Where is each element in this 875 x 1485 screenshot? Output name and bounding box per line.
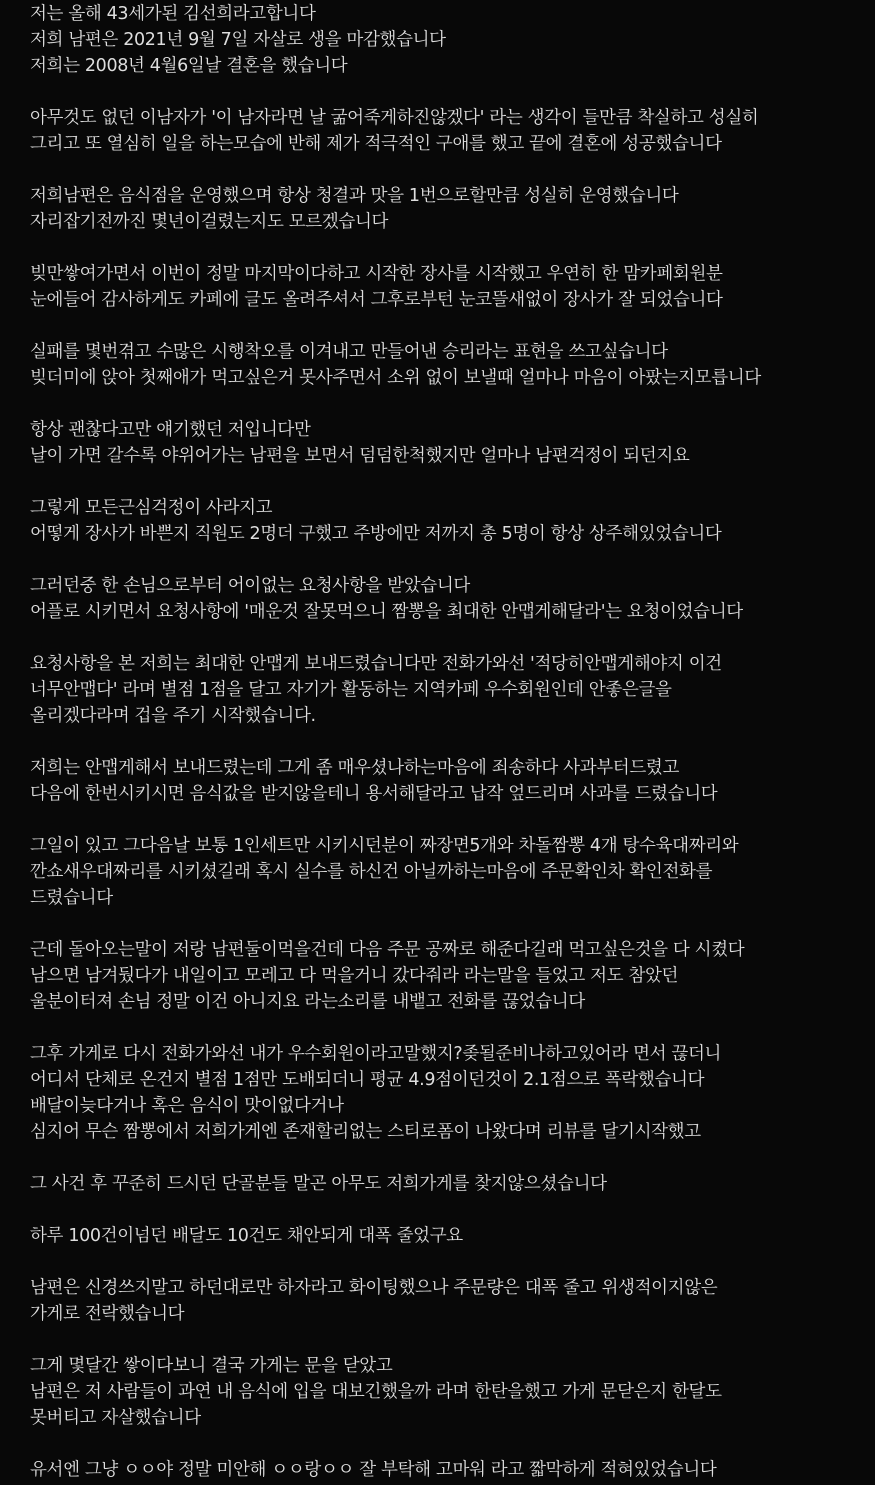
text-line: 근데 돌아오는말이 저랑 남편둘이먹을건데 다음 주문 공짜로 해준다길래 먹고싶은것을 다 시켰다 [30, 940, 745, 960]
text-line: 유서엔 그냥 ㅇㅇ야 정말 미안해 ㅇㅇ랑ㅇㅇ 잘 부탁해 고마워 라고 짧막하게 적혀있었습니다 [30, 1460, 717, 1480]
text-line: 요청사항을 본 저희는 최대한 안맵게 보내드렸습니다만 전화가와선 '적당히안맵게해야지 이건 [30, 654, 722, 674]
text-line: 저는 올해 43세가된 김선희라고합니다 [30, 4, 316, 24]
text-line: 남편은 저 사람들이 과연 내 음식에 입을 대보긴했을까 라며 한탄을했고 가게 문닫은지 한달도 [30, 1382, 722, 1402]
paragraph-phone-call [30, 937, 853, 1015]
text-line: 빚더미에 앉아 첫째애가 먹고싶은거 못사주면서 소위 없이 보낼때 얼마나 마음이 아팠는지모릅니다 [30, 368, 761, 388]
text-line: 가게로 전락했습니다 [30, 1304, 185, 1324]
text-line: 그렇게 모든근심걱정이 사라지고 [30, 498, 273, 518]
text-line: 못버티고 자살했습니다 [30, 1408, 201, 1428]
text-line: 다음에 한번시키시면 음식값을 받지않을테니 용서해달라고 납작 엎드리며 사과를 드렸습니다 [30, 784, 718, 804]
text-line: 하루 100건이넘던 배달도 10건도 채안되게 대폭 줄었구요 [30, 1226, 463, 1246]
text-line: 그러던중 한 손님으로부터 어이없는 요청사항을 받았습니다 [30, 576, 470, 596]
paragraph-request [30, 573, 853, 625]
paragraph-large-order [30, 833, 853, 911]
text-line: 빚만쌓여가면서 이번이 정말 마지막이다하고 시작한 장사를 시작했고 우연히 한 맘카페회원분 [30, 264, 723, 284]
text-line: 깐쇼새우대짜리를 시키셨길래 혹시 실수를 하신건 아닐까하는마음에 주문확인차 확인전화를 [30, 862, 713, 882]
text-line: 남으면 남겨뒀다가 내일이고 모레고 다 먹을거니 갔다줘라 라는말을 들었고 저도 참았던 [30, 966, 679, 986]
text-line: 저희 남편은 2021년 9월 7일 자살로 생을 마감했습니다 [30, 30, 446, 50]
paragraph-apology [30, 755, 853, 807]
paragraph-hardship [30, 339, 853, 391]
text-line: 배달이늦다거나 혹은 음식이 맛이없다거나 [30, 1096, 344, 1116]
text-line: 어디서 단체로 온건지 별점 1점만 도배되더니 평균 4.9점이던것이 2.1점으로 폭락했습니다 [30, 1070, 705, 1090]
paragraph-orders-drop [30, 1223, 853, 1249]
text-line: 아무것도 없던 이남자가 '이 남자라면 날 굶어죽게하진않겠다' 라는 생각이 들만큼 착실하고 성실히 [30, 108, 759, 128]
paragraph-regulars [30, 1171, 853, 1197]
text-line: 그일이 있고 그다음날 보통 1인세트만 시키시던분이 짜장면5개와 차돌짬뽕 4개 탕수육대짜리와 [30, 836, 739, 856]
text-line: 심지어 무슨 짬뽕에서 저희가게엔 존재할리없는 스티로폼이 나왔다며 리뷰를 달기시작했고 [30, 1122, 701, 1142]
paragraph-restaurant [30, 183, 853, 235]
text-line: 너무안맵다' 라며 별점 1점을 달고 자기가 활동하는 지역카페 우수회원인데 안좋은글을 [30, 680, 672, 700]
paragraph-husband-effort [30, 1275, 853, 1327]
text-line: 어플로 시키면서 요청사항에 '매운것 잘못먹으니 짬뽕을 최대한 안맵게해달라'는 요청이었습니다 [30, 602, 743, 622]
paragraph-review-attack [30, 1041, 853, 1145]
text-line: 올리겠다라며 겁을 주기 시작했습니다. [30, 706, 316, 726]
text-line: 그후 가게로 다시 전화가와선 내가 우수회원이라고말했지?좆될준비나하고있어라 면서 끊더니 [30, 1044, 722, 1064]
paragraph-intro [30, 1, 853, 79]
text-line: 어떻게 장사가 바쁜지 직원도 2명더 구했고 주방에만 저까지 총 5명이 항상 상주해있었습니다 [30, 524, 722, 544]
paragraph-busy [30, 495, 853, 547]
text-line: 항상 괜찮다고만 얘기했던 저입니다만 [30, 420, 311, 440]
text-line: 그게 몇달간 쌓이다보니 결국 가게는 문을 닫았고 [30, 1356, 393, 1376]
paragraph-marriage [30, 105, 853, 157]
text-line: 울분이터져 손님 정말 이건 아니지요 라는소리를 내뱉고 전화를 끊었습니다 [30, 992, 585, 1012]
text-line: 저희남편은 음식점을 운영했으며 항상 청결과 맛을 1번으로할만큼 성실히 운영했습니다 [30, 186, 679, 206]
text-line: 실패를 몇번겪고 수많은 시행착오를 이겨내고 만들어낸 승리라는 표현을 쓰고싶습니다 [30, 342, 668, 362]
text-line: 그 사건 후 꾸준히 드시던 단골분들 말곤 아무도 저희가게를 찾지않으셨습니다 [30, 1174, 607, 1194]
text-line: 저희는 2008년 4월6일날 결혼을 했습니다 [30, 56, 348, 76]
paragraph-new-business [30, 261, 853, 313]
text-line: 남편은 신경쓰지말고 하던대로만 하자라고 화이팅했으나 주문량은 대폭 줄고 위생적이지않은 [30, 1278, 718, 1298]
text-line: 자리잡기전까진 몇년이걸렸는지도 모르겠습니다 [30, 212, 389, 232]
text-line: 날이 가면 갈수록 야위어가는 남편을 보면서 덤덤한척했지만 얼마나 남편걱정이 되던지요 [30, 446, 690, 466]
paragraph-note [30, 1457, 853, 1483]
text-line: 눈에들어 감사하게도 카페에 글도 올려주셔서 그후로부턴 눈코뜰새없이 장사가 잘 되었습니다 [30, 290, 723, 310]
paragraph-complaint [30, 651, 853, 729]
text-line: 그리고 또 열심히 일을 하는모습에 반해 제가 적극적인 구애를 했고 끝에 결혼에 성공했습니다 [30, 134, 722, 154]
text-line: 드렸습니다 [30, 888, 113, 908]
paragraph-worry [30, 417, 853, 469]
text-line: 저희는 안맵게해서 보내드렸는데 그게 좀 매우셨나하는마음에 죄송하다 사과부터드렸고 [30, 758, 680, 778]
paragraph-closure [30, 1353, 853, 1431]
